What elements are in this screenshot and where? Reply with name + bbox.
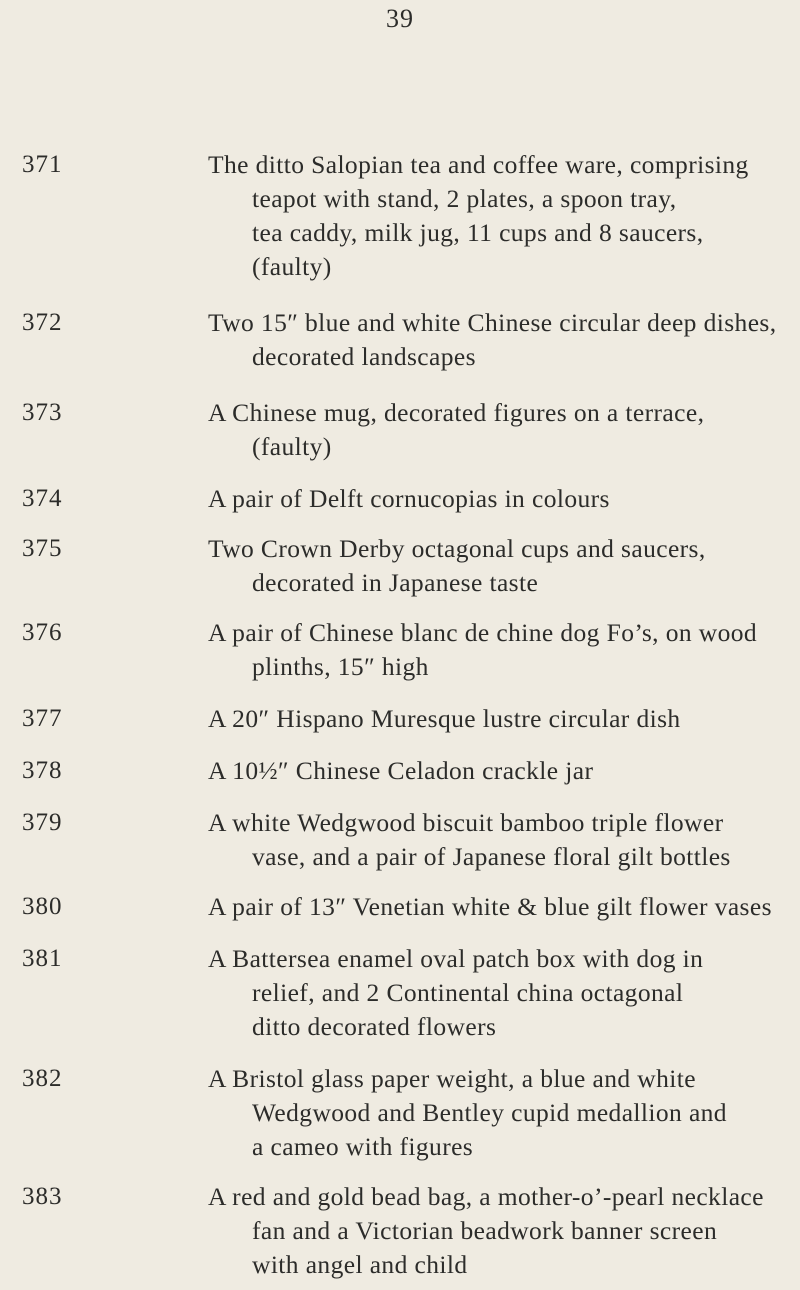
description-line: vase, and a pair of Japanese floral gilt bottles [252, 842, 731, 871]
description-line: A pair of Delft cornucopias in colours [208, 484, 610, 513]
description-line: A white Wedgwood biscuit bamboo triple flower [208, 808, 724, 837]
description-line: A Chinese mug, decorated figures on a terrace, [208, 398, 705, 427]
lot-number: 372 [22, 309, 63, 336]
description-line: The ditto Salopian tea and coffee ware, comprising [208, 150, 749, 179]
lot-number: 375 [22, 535, 63, 562]
lot-description [208, 148, 788, 284]
lot-description [208, 942, 788, 1044]
description-line: fan and a Victorian beadwork banner screen [252, 1216, 718, 1245]
lot-description [208, 890, 788, 924]
description-line: plinths, 15″ high [252, 652, 429, 681]
description-line: teapot with stand, 2 plates, a spoon tray, [252, 184, 677, 213]
description-line: A Bristol glass paper weight, a blue and white [208, 1064, 696, 1093]
description-line: a cameo with figures [252, 1132, 474, 1161]
description-line: tea caddy, milk jug, 11 cups and 8 saucers, [252, 218, 704, 247]
lot-number: 383 [22, 1183, 63, 1210]
lot-description [208, 532, 788, 600]
description-line: Wedgwood and Bentley cupid medallion and [252, 1098, 727, 1127]
lot-number: 378 [22, 757, 63, 784]
description-line: (faulty) [252, 252, 332, 281]
description-line: Two Crown Derby octagonal cups and saucers, [208, 534, 706, 563]
lot-number: 373 [22, 399, 63, 426]
description-line: decorated landscapes [252, 342, 476, 371]
page-number: 39 [386, 4, 414, 33]
lot-description [208, 482, 788, 516]
lot-number: 371 [22, 151, 63, 178]
description-line: with angel and child [252, 1250, 468, 1279]
lot-number: 379 [22, 809, 63, 836]
lot-number: 380 [22, 893, 63, 920]
lot-description [208, 1062, 788, 1164]
lot-number: 376 [22, 619, 63, 646]
description-line: A pair of 13″ Venetian white & blue gilt flower vases [208, 892, 772, 921]
lot-description [208, 702, 788, 736]
lot-number: 377 [22, 705, 63, 732]
lot-description [208, 1180, 788, 1282]
description-line: A Battersea enamel oval patch box with dog in [208, 944, 704, 973]
lot-description [208, 396, 788, 464]
description-line: A 10½″ Chinese Celadon crackle jar [208, 756, 594, 785]
description-line: A pair of Chinese blanc de chine dog Fo’s, on wood [208, 618, 758, 647]
description-line: relief, and 2 Continental china octagonal [252, 978, 684, 1007]
description-line: Two 15″ blue and white Chinese circular deep dishes, [208, 308, 777, 337]
lot-number: 374 [22, 485, 63, 512]
description-line: ditto decorated flowers [252, 1012, 497, 1041]
lot-number: 382 [22, 1065, 63, 1092]
lot-description [208, 616, 788, 684]
description-line: (faulty) [252, 432, 332, 461]
description-line: decorated in Japanese taste [252, 568, 539, 597]
description-line: A red and gold bead bag, a mother-o’-pearl necklace [208, 1182, 764, 1211]
lot-number: 381 [22, 945, 63, 972]
lot-description [208, 806, 788, 874]
lot-description [208, 754, 788, 788]
lot-description [208, 306, 788, 374]
description-line: A 20″ Hispano Muresque lustre circular dish [208, 704, 681, 733]
